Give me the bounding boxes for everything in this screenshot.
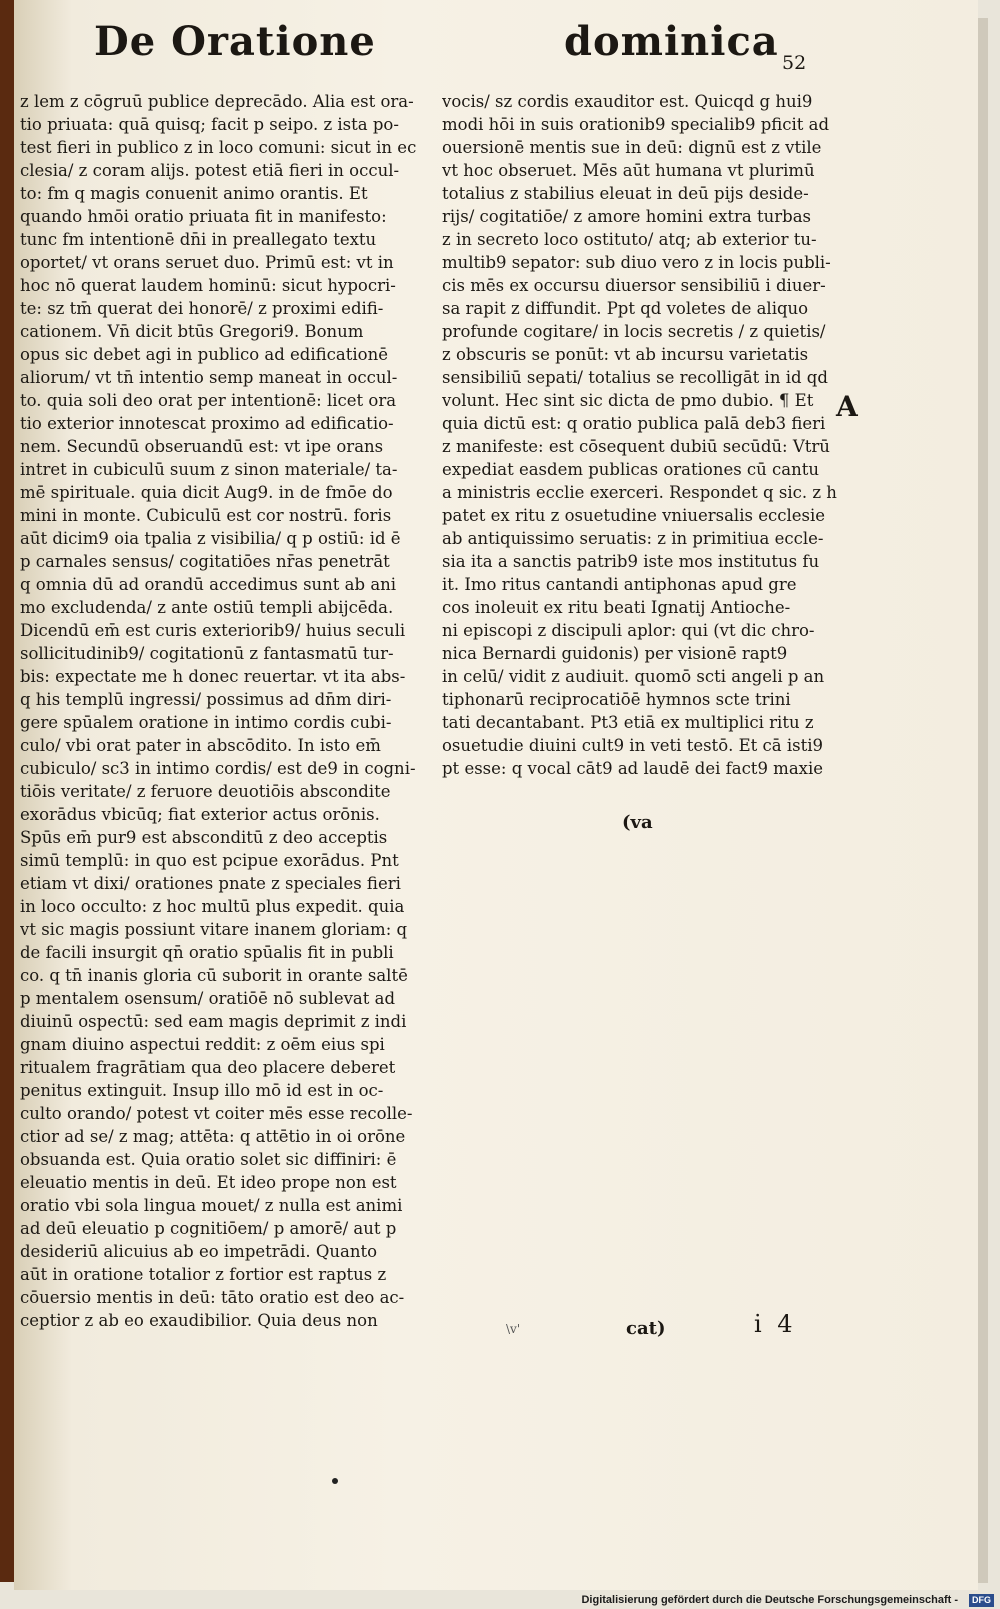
- text-line: intret in cubiculū suum z sinon materiale/ ta-: [20, 460, 398, 479]
- text-line: cationem. Vn̄ dicit btūs Gregori9. Bonum: [20, 322, 364, 341]
- text-line: tiphonarū reciprocatiōē hymnos scte trini: [442, 690, 791, 709]
- text-line: z obscuris se ponūt: vt ab incursu varietatis: [442, 345, 809, 364]
- text-line: tio priuata: quā quisq; facit p seipo. z ista po-: [20, 115, 399, 134]
- text-line: z in secreto loco ostituto/ atq; ab exterior tu-: [442, 230, 817, 249]
- catchword-right-column: (va: [622, 812, 653, 833]
- text-line: Dicendū em̄ est curis exteriorib9/ huius seculi: [20, 621, 406, 640]
- text-line: bis: expectate me h donec reuertar. vt ita abs-: [20, 667, 406, 686]
- text-line: z lem z cōgruū publice deprecādo. Alia est ora-: [20, 92, 414, 111]
- text-line: ni episcopi z discipuli aplor: qui (vt dic chro-: [442, 621, 815, 640]
- text-line: ritualem fragrātiam qua deo placere deberet: [20, 1058, 396, 1077]
- text-line: etiam vt dixi/ orationes pnate z speciales fieri: [20, 874, 401, 893]
- text-line: to. quia soli deo orat per intentionē: licet ora: [20, 391, 397, 410]
- text-line: cōuersio mentis in deū: tāto oratio est deo ac-: [20, 1288, 405, 1307]
- text-line: sa rapit z diffundit. Ppt qd voletes de aliquo: [442, 299, 809, 318]
- text-line: vt hoc obseruet. Mēs aūt humana vt plurimū: [442, 161, 815, 180]
- running-header-left: De Oratione: [94, 18, 376, 65]
- text-line: ad deū eleuatio p cognitiōem/ p amorē/ aut p: [20, 1219, 397, 1238]
- text-line: culo/ vbi orat pater in abscōdito. In isto em̄: [20, 736, 381, 755]
- stray-mark: \v': [506, 1322, 521, 1336]
- text-line: co. q tn̄ inanis gloria cū suborit in orante saltē: [20, 966, 408, 985]
- folio-number: 52: [782, 52, 807, 74]
- text-line: aūt in oratione totalior z fortior est raptus z: [20, 1265, 387, 1284]
- text-line: desideriū alicuius ab eo impetrādi. Quanto: [20, 1242, 378, 1261]
- text-line: oportet/ vt orans seruet duo. Primū est: vt in: [20, 253, 394, 272]
- text-line: tunc fm intentionē dn̄i in preallegato textu: [20, 230, 377, 249]
- text-line: nem. Secundū obseruandū est: vt ipe orans: [20, 437, 384, 456]
- text-line: diuinū ospectū: sed eam magis deprimit z indi: [20, 1012, 407, 1031]
- running-header-right: dominica: [564, 18, 779, 65]
- text-line: expediat easdem publicas orationes cū cantu: [442, 460, 820, 479]
- text-line: oratio vbi sola lingua mouet/ z nulla est animi: [20, 1196, 403, 1215]
- text-line: it. Imo ritus cantandi antiphonas apud gre: [442, 575, 797, 594]
- text-line: cis mēs ex occursu diuersor sensibiliū i diuer-: [442, 276, 826, 295]
- text-line: p mentalem osensum/ oratiōē nō sublevat ad: [20, 989, 396, 1008]
- book-cover-edge: [0, 0, 14, 1582]
- digitization-footer: [0, 1592, 1000, 1609]
- text-line: sollicitudinib9/ cogitationū z fantasmatū tur-: [20, 644, 394, 663]
- text-column-right: [442, 90, 852, 780]
- text-line: hoc nō querat laudem hominū: sicut hypocri-: [20, 276, 396, 295]
- text-line: tati decantabant. Pt3 etiā ex multiplici ritu z: [442, 713, 814, 732]
- marginal-letter: A: [836, 390, 858, 423]
- text-line: a ministris ecclie exerceri. Respondet q sic. z h: [442, 483, 837, 502]
- text-line: ab antiquissimo seruatis: z in primitiua eccle-: [442, 529, 824, 548]
- signature-mark: i 4: [754, 1310, 797, 1338]
- text-line: te: sz tm̄ querat dei honorē/ z proximi edifi-: [20, 299, 384, 318]
- text-line: q omnia dū ad orandū accedimus sunt ab ani: [20, 575, 397, 594]
- text-line: totalius z stabilius eleuat in deū pijs deside-: [442, 184, 809, 203]
- text-line: p carnales sensus/ cogitatiōes nr̄as penetrāt: [20, 552, 390, 571]
- text-line: quia dictū est: q oratio publica palā deb3 fieri: [442, 414, 826, 433]
- text-line: clesia/ z coram alijs. potest etiā fieri in occul-: [20, 161, 400, 180]
- text-line: gere spūalem oratione in intimo cordis cubi-: [20, 713, 392, 732]
- text-line: multib9 sepator: sub diuo vero z in locis publi-: [442, 253, 831, 272]
- text-line: ceptior z ab eo exaudibilior. Quia deus non: [20, 1311, 378, 1330]
- text-line: simū templū: in quo est pcipue exorādus. Pnt: [20, 851, 399, 870]
- text-line: rijs/ cogitatiōe/ z amore homini extra turbas: [442, 207, 812, 226]
- text-line: obsuanda est. Quia oratio solet sic diffiniri: ē: [20, 1150, 397, 1169]
- text-line: vt sic magis possiunt vitare inanem gloriam: q: [20, 920, 408, 939]
- text-line: quando hmōi oratio priuata fit in manifesto:: [20, 207, 387, 226]
- text-line: culto orando/ potest vt coiter mēs esse recolle-: [20, 1104, 413, 1123]
- text-line: cos inoleuit ex ritu beati Ignatij Antioche-: [442, 598, 791, 617]
- text-line: sensibiliū sepati/ totalius se recolligāt in id qd: [442, 368, 828, 387]
- text-line: gnam diuino aspectui reddit: z oēm eius spi: [20, 1035, 385, 1054]
- text-line: in celū/ vidit z audiuit. quomō scti angeli p an: [442, 667, 825, 686]
- text-line: aūt dicim9 oia tpalia z visibilia/ q p ostiū: id ē: [20, 529, 401, 548]
- text-line: pt esse: q vocal cāt9 ad laudē dei fact9 maxie: [442, 759, 824, 778]
- text-line: aliorum/ vt tn̄ intentio semp maneat in occul-: [20, 368, 398, 387]
- text-line: Spūs em̄ pur9 est absconditū z deo acceptis: [20, 828, 388, 847]
- text-line: mē spirituale. quia dicit Aug9. in de fmōe do: [20, 483, 393, 502]
- text-line: osuetudie diuini cult9 in veti testō. Et cā isti9: [442, 736, 824, 755]
- text-line: penitus extinguit. Insup illo mō id est in oc-: [20, 1081, 384, 1100]
- dfg-logo: DFG: [969, 1594, 994, 1607]
- text-line: exorādus vbicūq; fiat exterior actus orōnis.: [20, 805, 380, 824]
- page-shadow: [978, 18, 988, 1583]
- text-line: ouersionē mentis sue in deū: dignū est z vtile: [442, 138, 822, 157]
- text-line: modi hōi in suis orationib9 specialib9 pficit ad: [442, 115, 830, 134]
- book-page: [14, 0, 978, 1590]
- text-line: cubiculo/ sc3 in intimo cordis/ est de9 in cogni-: [20, 759, 416, 778]
- text-line: mo excludenda/ z ante ostiū templi abijcēda.: [20, 598, 394, 617]
- text-line: eleuatio mentis in deū. Et ideo prope non est: [20, 1173, 397, 1192]
- catchword-bottom: cat): [626, 1318, 666, 1339]
- text-line: sia ita a sanctis patrib9 iste mos institutus fu: [442, 552, 820, 571]
- text-line: tio exterior innotescat proximo ad edificatio-: [20, 414, 394, 433]
- text-line: in loco occulto: z hoc multū plus expedit. quia: [20, 897, 405, 916]
- text-line: z manifeste: est cōsequent dubiū secūdū: Vtrū: [442, 437, 830, 456]
- text-line: de facili insurgit qn̄ oratio spūalis fit in publi: [20, 943, 394, 962]
- text-line: ctior ad se/ z mag; attēta: q attētio in oi orōne: [20, 1127, 406, 1146]
- text-line: volunt. Hec sint sic dicta de pmo dubio. ¶ Et: [442, 391, 814, 410]
- text-line: patet ex ritu z osuetudine vniuersalis ecclesie: [442, 506, 825, 525]
- text-line: nica Bernardi guidonis) per visionē rapt9: [442, 644, 788, 663]
- text-line: to: fm q magis conuenit animo orantis. Et: [20, 184, 368, 203]
- text-line: vocis/ sz cordis exauditor est. Quicqd g hui9: [442, 92, 813, 111]
- ink-dot: [332, 1478, 338, 1484]
- text-line: profunde cogitare/ in locis secretis / z quietis/: [442, 322, 826, 341]
- text-column-left: [20, 90, 442, 1332]
- text-line: opus sic debet agi in publico ad edificationē: [20, 345, 388, 364]
- text-line: test fieri in publico z in loco comuni: sicut in ec: [20, 138, 417, 157]
- text-line: tiōis veritate/ z feruore deuotiōis abscondite: [20, 782, 391, 801]
- text-line: q his templū ingressi/ possimus ad dn̄m diri-: [20, 690, 392, 709]
- text-line: mini in monte. Cubiculū est cor nostrū. foris: [20, 506, 392, 525]
- footer-credit: Digitalisierung gefördert durch die Deutsche Forschungsgemeinschaft -: [581, 1594, 958, 1606]
